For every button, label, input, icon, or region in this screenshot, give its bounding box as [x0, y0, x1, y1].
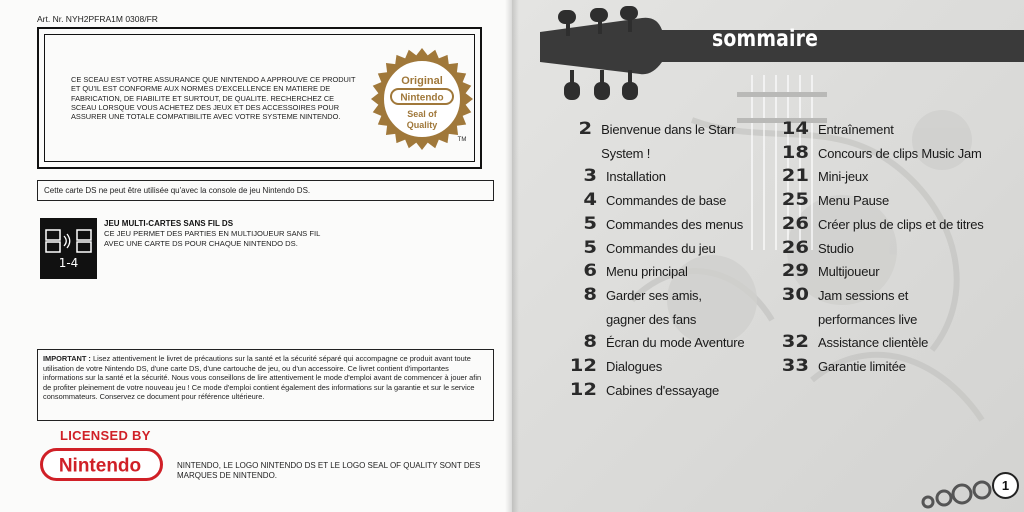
player-count: 1-4 [58, 256, 79, 270]
toc-page-number: 2 [578, 119, 593, 139]
toc-title [818, 142, 982, 166]
toc-entry [562, 165, 762, 189]
page-number: 1 [992, 472, 1019, 499]
toc-title-line: Menu Pause [818, 193, 889, 209]
toc-title-line: Commandes de base [606, 193, 727, 209]
toc-entry [562, 213, 762, 237]
toc-title-line: Mini-jeux [818, 169, 869, 185]
trademark-legal: NINTENDO, LE LOGO NINTENDO DS ET LE LOGO SEAL OF QUALITY SONT DES MARQUES DE NINTENDO. [177, 461, 481, 480]
important-text: Lisez attentivement le livret de précautions sur la santé et la sécurité séparé qui accompagne ce produit avant toute utilisation de votre Nintendo DS, d'une carte DS, d'une cartouche de jeu, ou d'un accessoire. Ce livret contient d'importantes informations sur la santé et la sécurité. Nous vous conseillons de lire attentivement le mode d'emploi avant de commencer à jouer afin de profiter pleinement de votre nouveau jeu ! Ce mode d'emploi contient également des informations sur la garantie et sur le service consommateurs. Conservez ce document pour référence ultérieure. [43, 354, 482, 402]
toc-entry [774, 118, 994, 142]
toc-title-line: Bienvenue dans le Starr System ! [601, 122, 736, 161]
toc-title-line: Jam sessions et [818, 287, 909, 303]
toc-title [818, 355, 906, 379]
right-page [512, 0, 1024, 512]
multi-card-title: JEU MULTI-CARTES SANS FIL DS [104, 219, 234, 228]
toc-title-line: Entraînement [818, 122, 894, 137]
toc-entry [562, 260, 762, 284]
toc-entry [562, 237, 762, 261]
toc-title-line: Commandes du jeu [606, 240, 716, 256]
toc-title-line: Dialogues [606, 359, 663, 375]
toc-title [606, 237, 716, 261]
toc-page-number: 30 [781, 284, 809, 305]
toc-title [818, 189, 889, 213]
toc-page-number: 5 [583, 213, 597, 234]
toc-entry [562, 284, 762, 331]
page-title: sommaire [712, 26, 819, 52]
licensed-by-label: LICENSED BY [60, 428, 151, 443]
seal-notice-text: CE SCEAU EST VOTRE ASSURANCE QUE NINTENDO A APPROUVE CE PRODUIT ET QU'IL EST CONFORME AUX NORMES D'EXCELLENCE EN MATIERE DE FABRICATION, DE FIABILITE ET SURTOUT, DE QUALITE. RECHERCHEZ CE SCEAU LORSQUE VOUS ACHETEZ DES JEUX ET DES ACCESSOIRES POUR ASSURER UNE TOTALE COMPATIBILITE AVEC VOTRE SYSTEME NINTENDO. [71, 75, 356, 122]
important-notice [37, 349, 494, 421]
toc-page-number: 25 [781, 190, 809, 211]
toc-entry [774, 165, 994, 189]
toc-title-line: gagner des fans [606, 311, 697, 327]
nintendo-logo-text: Nintendo [58, 455, 142, 477]
toc-entry [774, 284, 994, 331]
seal-line1: Original [401, 75, 443, 87]
toc-title-line: Écran du mode Aventure [606, 335, 745, 351]
toc-page-number: 12 [569, 379, 597, 400]
toc-entry [562, 355, 762, 379]
toc-title-line: Garantie limitée [818, 359, 906, 375]
toc-page-number: 14 [781, 119, 809, 139]
toc-page-number: 33 [781, 356, 809, 377]
toc-page-number: 8 [583, 332, 597, 353]
toc-title [818, 284, 917, 331]
toc-title [606, 213, 743, 237]
toc-page-number: 26 [781, 213, 809, 234]
toc-entry [774, 355, 994, 379]
toc-title [818, 260, 879, 284]
nintendo-logo [40, 448, 163, 481]
seal-of-quality-icon [370, 47, 476, 153]
toc-column-right [774, 118, 994, 379]
toc-title-line: Cabines d'essayage [606, 382, 720, 398]
toc-title [606, 331, 744, 355]
toc-title [606, 355, 662, 379]
toc-page-number: 4 [583, 190, 597, 211]
ds-only-notice: Cette carte DS ne peut être utilisée qu'avec la console de jeu Nintendo DS. [37, 180, 494, 201]
toc-page-number: 3 [583, 166, 597, 187]
toc-page-number: 26 [781, 237, 809, 258]
toc-title-line: Créer plus de clips et de titres [818, 216, 984, 232]
toc-page-number: 18 [781, 142, 809, 163]
article-number: Art. Nr. NYH2PFRA1M 0308/FR [37, 14, 158, 24]
toc-title [818, 118, 894, 142]
toc-page-number: 5 [583, 237, 597, 258]
seal-line2: Seal of [407, 109, 437, 119]
toc-entry [562, 379, 762, 403]
toc-entry [774, 237, 994, 261]
toc-title [606, 379, 719, 403]
toc-title-line: Menu principal [606, 264, 688, 280]
toc-title-line: Assistance clientèle [818, 335, 929, 351]
toc-title [818, 237, 854, 261]
toc-title-line: Installation [606, 169, 666, 185]
seal-tm: TM [457, 137, 467, 143]
toc-entry [774, 189, 994, 213]
toc-title [818, 213, 984, 237]
seal-line3: Quality [406, 120, 438, 130]
toc-page-number: 12 [569, 356, 597, 377]
toc-title [818, 165, 868, 189]
toc-entry [774, 213, 994, 237]
multi-card-text: CE JEU PERMET DES PARTIES EN MULTIJOUEUR SANS FIL AVEC UNE CARTE DS POUR CHAQUE NINTENDO DS. [104, 229, 321, 248]
toc-title-line: Multijoueur [818, 264, 880, 280]
seal-brand: Nintendo [400, 92, 444, 104]
toc-title [606, 260, 688, 284]
toc-page-number: 21 [781, 166, 809, 187]
toc-title-line: performances live [818, 311, 918, 327]
toc-page-number: 8 [583, 284, 597, 305]
ds-wireless-icon [40, 218, 97, 279]
seal-notice-box [37, 27, 482, 169]
toc-page-number: 6 [583, 261, 597, 282]
toc-entry [774, 260, 994, 284]
toc-title [606, 284, 702, 331]
toc-entry [774, 331, 994, 355]
toc-title-line: Garder ses amis, [606, 287, 702, 303]
toc-entry [562, 118, 762, 165]
toc-column-left [562, 118, 762, 402]
toc-page-number: 29 [781, 261, 809, 282]
important-label: IMPORTANT : [43, 354, 91, 363]
book-fold [505, 0, 519, 512]
toc-entry [774, 142, 994, 166]
toc-title [606, 189, 726, 213]
toc-title [601, 118, 762, 165]
toc-page-number: 32 [781, 332, 809, 353]
toc-entry [562, 189, 762, 213]
toc-title [818, 331, 928, 355]
toc-title-line: Concours de clips Music Jam [818, 145, 982, 161]
toc-title-line: Studio [818, 240, 854, 256]
toc-entry [562, 331, 762, 355]
toc-title [606, 165, 666, 189]
toc-title-line: Commandes des menus [606, 216, 744, 232]
